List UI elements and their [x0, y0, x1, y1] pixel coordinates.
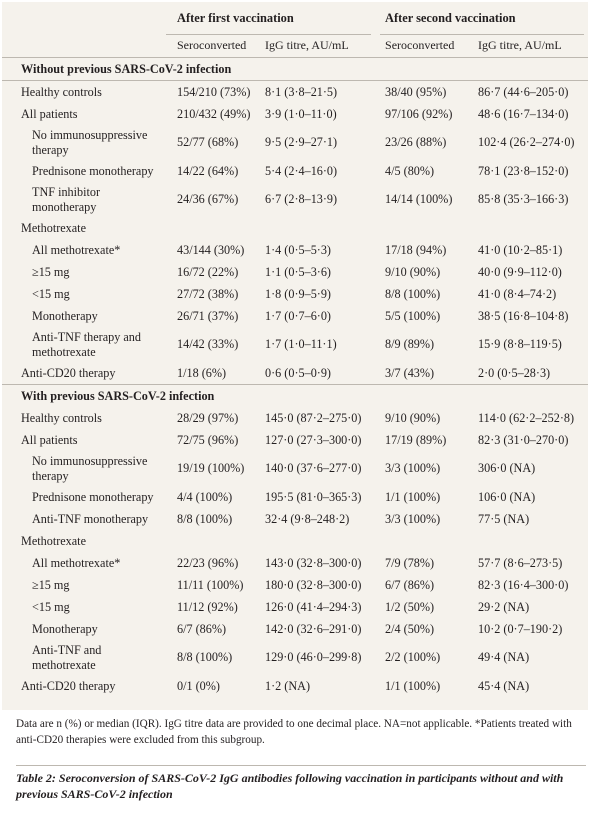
cell-seroconverted-second: 2/4 (50%) [385, 621, 435, 636]
cell-igg-titre-second: 45·4 (NA) [478, 678, 530, 693]
caption-label: Table 2: [16, 771, 56, 785]
cell-seroconverted-second [378, 217, 469, 239]
cell-seroconverted-first: 14/22 (64%) [177, 163, 239, 178]
cell-igg-titre-second: 41·0 (10·2–85·1) [478, 242, 563, 257]
row-label: Prednisone monotherapy [32, 163, 154, 178]
cell-seroconverted-first: 1/18 (6%) [177, 365, 227, 380]
row-label: All patients [21, 106, 78, 121]
cell-igg-titre-first: 126·0 (41·4–294·3) [265, 599, 362, 614]
cell-seroconverted-first: 27/72 (38%) [177, 286, 239, 301]
cell-igg-titre-second [469, 217, 588, 239]
cell-igg-titre-second [469, 530, 588, 552]
table-row [2, 160, 588, 182]
cell-seroconverted-second: 1/2 (50%) [385, 599, 435, 614]
cell-igg-titre-first: 0·6 (0·5–0·9) [265, 365, 331, 380]
header-group-second-vaccination: After second vaccination [385, 10, 516, 25]
cell-igg-titre-first: 8·1 (3·8–21·5) [261, 81, 378, 104]
cell-seroconverted-first: 19/19 (100%) [177, 461, 245, 475]
row-label: Anti-TNF monotherapy [32, 511, 149, 526]
cell-igg-titre-second: 114·0 (62·2–252·8) [478, 410, 575, 425]
cell-igg-titre-first: 1·7 (1·0–11·1) [265, 337, 337, 351]
cell-seroconverted-first: 154/210 (73%) [166, 81, 261, 104]
cell-seroconverted-second: 2/2 (100%) [385, 650, 441, 664]
cell-igg-titre-first: 129·0 (46·0–299·8) [265, 650, 362, 664]
section-row [2, 58, 588, 81]
cell-igg-titre-first: 140·0 (37·6–277·0) [265, 461, 362, 475]
cell-seroconverted-first: 8/8 (100%) [177, 511, 233, 526]
table-row [2, 125, 588, 160]
table-row [2, 675, 588, 697]
cell-seroconverted-second: 6/7 (86%) [385, 577, 435, 592]
cell-igg-titre-second: 82·3 (31·0–270·0) [478, 432, 569, 447]
table-row [2, 618, 588, 640]
cell-igg-titre-first: 6·7 (2·8–13·9) [265, 192, 338, 206]
cell-igg-titre-second: 86·7 (44·6–205·0) [469, 81, 588, 104]
cell-igg-titre-second: 306·0 (NA) [478, 461, 536, 475]
cell-igg-titre-first: 1·7 (0·7–6·0) [265, 308, 331, 323]
cell-igg-titre-first: 5·4 (2·4–16·0) [265, 163, 338, 178]
cell-igg-titre-first: 1·2 (NA) [265, 678, 311, 693]
row-label: Healthy controls [2, 81, 166, 104]
cell-seroconverted-second: 3/3 (100%) [385, 461, 441, 475]
table-row [2, 283, 588, 305]
cell-igg-titre-first: 1·1 (0·5–3·6) [265, 264, 331, 279]
cell-seroconverted-second: 23/26 (88%) [385, 135, 447, 149]
cell-igg-titre-second: 57·7 (8·6–273·5) [478, 555, 563, 570]
table-row [2, 239, 588, 261]
cell-seroconverted-first: 26/71 (37%) [177, 308, 239, 323]
table-row [2, 451, 588, 486]
cell-igg-titre-first: 143·0 (32·8–300·0) [265, 555, 362, 570]
cell-seroconverted-second [378, 530, 469, 552]
cell-igg-titre-first [261, 530, 378, 552]
cell-igg-titre-second: 78·1 (23·8–152·0) [478, 163, 569, 178]
cell-igg-titre-second: 85·8 (35·3–166·3) [478, 192, 569, 206]
table-row [2, 217, 588, 239]
header-blank-2 [2, 34, 166, 58]
row-label: Anti-TNF therapy and methotrexate [32, 329, 141, 359]
cell-igg-titre-second: 38·5 (16·8–104·8) [478, 308, 569, 323]
table-row [2, 486, 588, 508]
table-row [2, 103, 588, 125]
group2-underline [380, 34, 584, 35]
table-row [2, 596, 588, 618]
cell-seroconverted-second: 8/8 (100%) [385, 286, 441, 301]
table-row [2, 305, 588, 327]
row-label: ≥15 mg [32, 264, 70, 279]
row-label: All methotrexate* [32, 242, 121, 257]
cell-igg-titre-second: 48·6 (16·7–134·0) [478, 106, 569, 121]
cell-seroconverted-second: 9/10 (90%) [385, 410, 441, 425]
header-blank [2, 2, 166, 34]
group1-underline [166, 34, 371, 35]
row-label: TNF inhibitor monotherapy [32, 184, 101, 214]
row-label: All patients [21, 432, 78, 447]
cell-seroconverted-first [166, 530, 261, 552]
row-label: ≥15 mg [32, 577, 70, 592]
cell-seroconverted-second: 4/5 (80%) [385, 163, 435, 178]
cell-igg-titre-first: 1·8 (0·9–5·9) [265, 286, 331, 301]
cell-igg-titre-first: 180·0 (32·8–300·0) [265, 577, 362, 592]
table-row [2, 362, 588, 385]
cell-seroconverted-first: 8/8 (100%) [177, 650, 233, 664]
row-label: Monotherapy [32, 308, 98, 323]
cell-igg-titre-first: 32·4 (9·8–248·2) [265, 511, 350, 526]
cell-igg-titre-first [261, 217, 378, 239]
section-title: Without previous SARS-CoV-2 infection [21, 61, 232, 76]
row-label: Methotrexate [21, 220, 86, 235]
header-igg-titre-1: IgG titre, AU/mL [261, 34, 378, 58]
cell-igg-titre-second: 82·3 (16·4–300·0) [478, 577, 569, 592]
cell-seroconverted-second: 8/9 (89%) [385, 337, 435, 351]
results-table [2, 2, 588, 697]
cell-seroconverted-second: 14/14 (100%) [385, 192, 453, 206]
row-label: No immunosuppressive therapy [32, 127, 148, 157]
cell-seroconverted-first: 11/12 (92%) [177, 599, 238, 614]
table-row [2, 429, 588, 451]
header-seroconverted-1: Seroconverted [166, 34, 261, 58]
table-row [2, 81, 588, 104]
cell-seroconverted-first: 72/75 (96%) [177, 432, 239, 447]
table-row [2, 574, 588, 596]
cell-igg-titre-first: 142·0 (32·6–291·0) [265, 621, 362, 636]
row-label: Anti-CD20 therapy [21, 678, 116, 693]
cell-seroconverted-first: 6/7 (86%) [177, 621, 227, 636]
caption-divider [16, 765, 586, 766]
table-row [2, 640, 588, 675]
cell-seroconverted-second: 9/10 (90%) [385, 264, 441, 279]
cell-seroconverted-second: 97/106 (92%) [385, 106, 453, 121]
table-row [2, 407, 588, 429]
table-row [2, 261, 588, 283]
header-seroconverted-2: Seroconverted [378, 34, 469, 58]
table-caption [16, 770, 582, 802]
cell-igg-titre-first: 127·0 (27·3–300·0) [265, 432, 362, 447]
cell-seroconverted-first: 11/11 (100%) [177, 577, 244, 592]
cell-igg-titre-second: 102·4 (26·2–274·0) [478, 135, 575, 149]
cell-seroconverted-second: 1/1 (100%) [385, 678, 441, 693]
cell-seroconverted-first: 43/144 (30%) [177, 242, 245, 257]
cell-seroconverted-first: 22/23 (96%) [177, 555, 239, 570]
cell-seroconverted-first: 52/77 (68%) [177, 135, 239, 149]
row-label: Methotrexate [21, 533, 86, 548]
table-row [2, 530, 588, 552]
cell-seroconverted-first: 28/29 (97%) [177, 410, 239, 425]
row-label: All methotrexate* [32, 555, 121, 570]
cell-seroconverted-first: 16/72 (22%) [177, 264, 239, 279]
cell-igg-titre-first: 9·5 (2·9–27·1) [265, 135, 338, 149]
caption-text: Seroconversion of SARS-CoV-2 IgG antibodies following vaccination in participants without and with previous SARS-CoV-2 infection [16, 771, 564, 801]
header-igg-titre-2: IgG titre, AU/mL [469, 34, 588, 58]
cell-seroconverted-first: 14/42 (33%) [177, 337, 239, 351]
cell-igg-titre-first: 3·9 (1·0–11·0) [265, 106, 337, 121]
cell-igg-titre-first: 195·5 (81·0–365·3) [265, 489, 362, 504]
cell-igg-titre-second: 2·0 (0·5–28·3) [478, 365, 551, 380]
table-footnote: Data are n (%) or median (IQR). IgG titre data are provided to one decimal place. NA=not applicable. *Patients treated with anti-CD20 therapies were excluded from this subgroup. [16, 718, 572, 746]
cell-seroconverted-second: 17/18 (94%) [385, 242, 447, 257]
table-body [2, 58, 588, 698]
header-group-first-vaccination: After first vaccination [177, 10, 294, 25]
table-row [2, 508, 588, 530]
table-row [2, 182, 588, 217]
cell-igg-titre-second: 106·0 (NA) [478, 489, 536, 504]
cell-igg-titre-second: 77·5 (NA) [478, 511, 530, 526]
row-label: No immunosuppressive therapy [32, 453, 148, 483]
cell-seroconverted-first [166, 217, 261, 239]
section-title: With previous SARS-CoV-2 infection [2, 385, 588, 408]
row-label: <15 mg [32, 286, 70, 301]
cell-igg-titre-second: 15·9 (8·8–119·5) [478, 337, 562, 351]
cell-seroconverted-second: 38/40 (95%) [378, 81, 469, 104]
cell-igg-titre-first: 145·0 (87·2–275·0) [265, 410, 362, 425]
row-label: Healthy controls [21, 410, 102, 425]
cell-igg-titre-second: 40·0 (9·9–112·0) [478, 264, 562, 279]
row-label: <15 mg [32, 599, 70, 614]
cell-seroconverted-first: 210/432 (49%) [177, 106, 251, 121]
cell-igg-titre-second: 29·2 (NA) [478, 599, 530, 614]
cell-igg-titre-second: 49·4 (NA) [478, 650, 530, 664]
cell-seroconverted-second: 3/3 (100%) [385, 511, 441, 526]
cell-seroconverted-second: 7/9 (78%) [385, 555, 435, 570]
row-label: Prednisone monotherapy [32, 489, 154, 504]
cell-seroconverted-second: 5/5 (100%) [385, 308, 441, 323]
cell-seroconverted-first: 0/1 (0%) [177, 678, 220, 693]
cell-seroconverted-second: 17/19 (89%) [385, 432, 447, 447]
cell-igg-titre-second: 41·0 (8·4–74·2) [478, 286, 557, 301]
cell-seroconverted-first: 4/4 (100%) [177, 489, 233, 504]
cell-seroconverted-first: 24/36 (67%) [177, 192, 239, 206]
row-label: Anti-TNF and methotrexate [32, 642, 102, 672]
table-row [2, 327, 588, 362]
section-row [2, 385, 588, 408]
cell-seroconverted-second: 1/1 (100%) [385, 489, 441, 504]
row-label: Monotherapy [32, 621, 98, 636]
table-row [2, 552, 588, 574]
results-table-panel [2, 2, 588, 710]
cell-seroconverted-second: 3/7 (43%) [385, 365, 435, 380]
row-label: Anti-CD20 therapy [21, 365, 116, 380]
cell-igg-titre-second: 10·2 (0·7–190·2) [478, 621, 563, 636]
cell-igg-titre-first: 1·4 (0·5–5·3) [265, 242, 331, 257]
